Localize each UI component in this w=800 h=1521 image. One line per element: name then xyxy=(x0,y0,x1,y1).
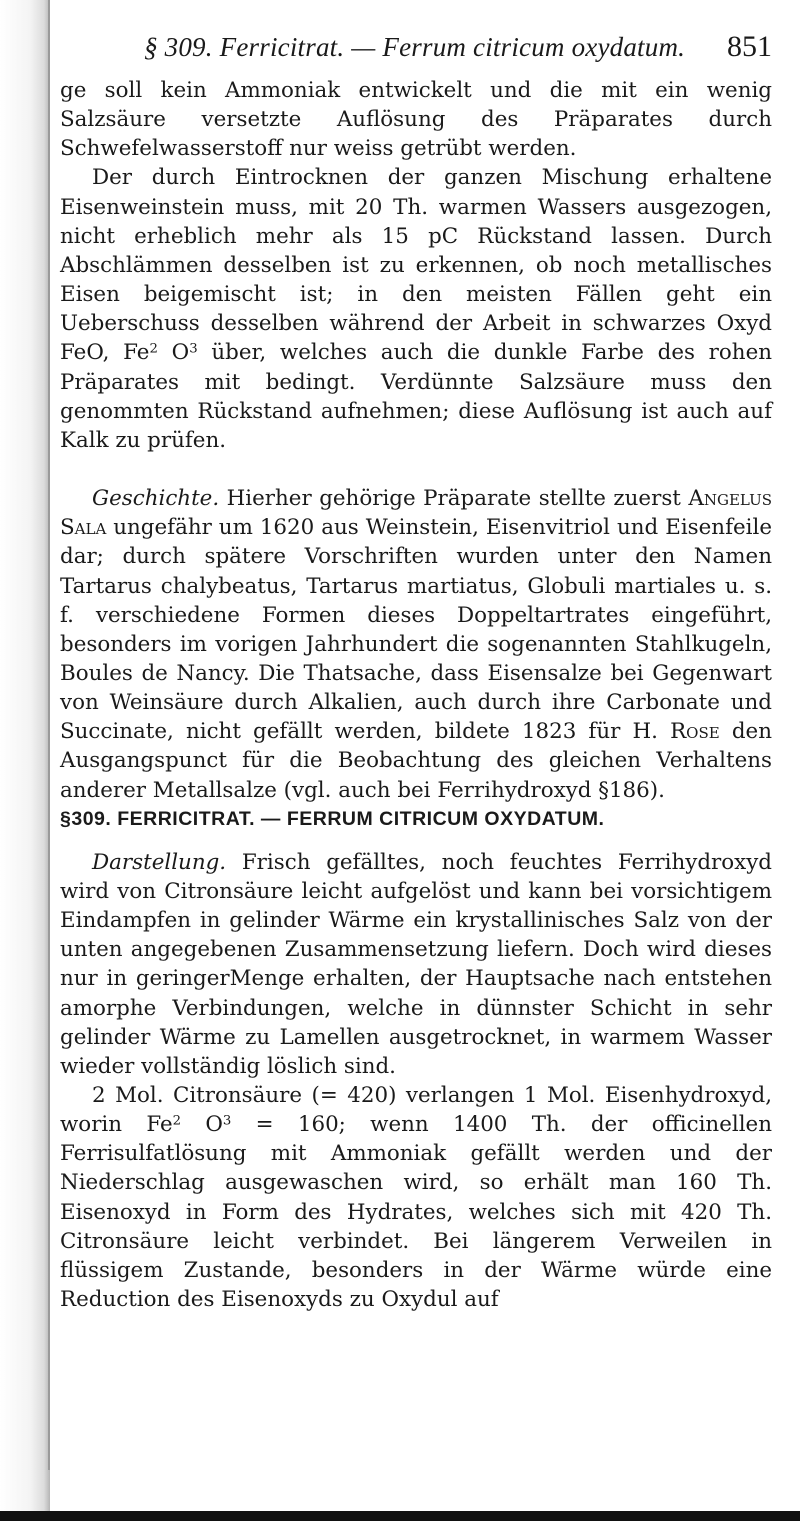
run-in-heading-darstellung: Darstellung. xyxy=(92,849,227,875)
running-head-text: Ferricitrat. — Ferrum citricum oxydatum. xyxy=(219,32,686,62)
paragraph-text: Frisch gefälltes, noch feuchtes Ferrihydroxyd wird von Citronsäure leicht aufgelöst und kann bei vorsichtigem Eindampfen in gelinder Wärme ein krystallinisches Salz von der unten angegebenen Zusammensetzung liefern. Doch wird dieses nur in geringerMenge erhalten, der Hauptsache nach entstehen amorphe Verbindungen, welche in dünnster Schicht in sehr gelinder Wärme zu Lamellen ausgetrocknet, in warmem Wasser wieder vollständig löslich sind. xyxy=(60,849,772,1079)
paragraph-text: Hierher gehörige Präparate stellte zuerst xyxy=(219,486,689,512)
subscript-digit: 2 xyxy=(149,341,158,357)
book-binding-gutter xyxy=(0,0,50,1521)
paragraph-test-continuation xyxy=(60,76,772,163)
paragraph-text: ungefähr um 1620 aus Weinstein, Eisenvitriol und Eisenfeile dar; durch spätere Vorschriften wurden unter den Namen Tartarus chalybeatus, Tartarus martiatus, Globuli martiales u. s. f. verschiedene Formen dieses Doppeltartrates eingeführt, besonders im vorigen Jahrhundert die sogenannten Stahlkugeln, Boules de Nancy. Die Thatsache, dass Eisensalze bei Gegenwart von Weinsäure durch Alkalien, auch durch ihre Carbonate und Succinate, nicht gefällt werden, bildete 1823 für H. xyxy=(60,515,772,745)
paragraph-eisenweinstein-test xyxy=(60,163,772,455)
paragraph-text: O xyxy=(157,340,190,366)
running-head-title xyxy=(144,32,685,63)
subscript-digit: 2 xyxy=(172,1113,182,1129)
page-number: 851 xyxy=(727,30,772,63)
paragraph-text: 2 Mol. Citronsäure (= 420) verlangen 1 Mol. Eisenhydroxyd, worin Fe xyxy=(60,1083,772,1138)
paragraph-text: Der durch Eintrocknen der ganzen Mischung erhaltene Eisenweinstein muss, mit 20 Th. warmen Wassers ausgezogen, nicht erheblich mehr als 15 pC Rückstand lassen. Durch Abschlämmen desselben ist zu erkennen, ob noch metallisches Eisen beigemischt ist; in den meisten Fällen geht ein Ueberschuss desselben während der Arbeit in schwarzes Oxyd FeO, Fe xyxy=(60,165,772,366)
section-heading-309: §309. FERRICITRAT. — FERRUM CITRICUM OXYDATUM. xyxy=(60,807,605,830)
person-name-rose: Rose xyxy=(670,719,720,745)
paragraph-text: ge soll kein Ammoniak entwickelt und die mit ein wenig Salzsäure versetzte Auflösung des Präparates durch Schwefelwasserstoff nur weiss getrübt werden. xyxy=(60,78,772,162)
subscript-digit: 3 xyxy=(189,341,198,357)
running-head xyxy=(60,30,772,64)
gutter-shadow-line xyxy=(48,0,50,1470)
paragraph-text: = 160; wenn 1400 Th. der officinellen Ferrisulfatlösung mit Ammoniak gefällt werden und der Niederschlag ausgewaschen wird, so erhält man 160 Th. Eisenoxyd in Form des Hydrates, welches sich mit 420 Th. Citronsäure leicht verbindet. Bei längerem Verweilen in flüssigem Zustande, besonders in der Wärme würde eine Reduction des Eisenoxyds zu Oxydul auf xyxy=(60,1112,772,1313)
paragraph-stoichiometry xyxy=(60,1081,772,1314)
paragraph-text: O xyxy=(181,1112,223,1138)
paragraph-darstellung xyxy=(60,848,772,1081)
paragraph-geschichte xyxy=(60,484,772,805)
run-in-heading-geschichte: Geschichte. xyxy=(92,486,220,512)
book-page xyxy=(60,30,772,1314)
paragraph-text: den Ausgangspunct für die Beobachtung des gleichen Verhaltens anderer Metallsalze (vgl. auch bei Ferrihydroxyd §186). xyxy=(60,719,772,803)
paragraph-text: über, welches auch die dunkle Farbe des rohen Präparates mit bedingt. Verdünnte Salzsäure muss den genommten Rückstand aufnehmen; diese Auflösung ist auch auf Kalk zu prüfen. xyxy=(60,340,773,453)
running-head-section: § 309. xyxy=(144,32,213,62)
subscript-digit: 3 xyxy=(222,1113,232,1129)
person-name-sala: Angelus Sala xyxy=(60,486,772,541)
scan-bottom-edge xyxy=(0,1511,800,1521)
